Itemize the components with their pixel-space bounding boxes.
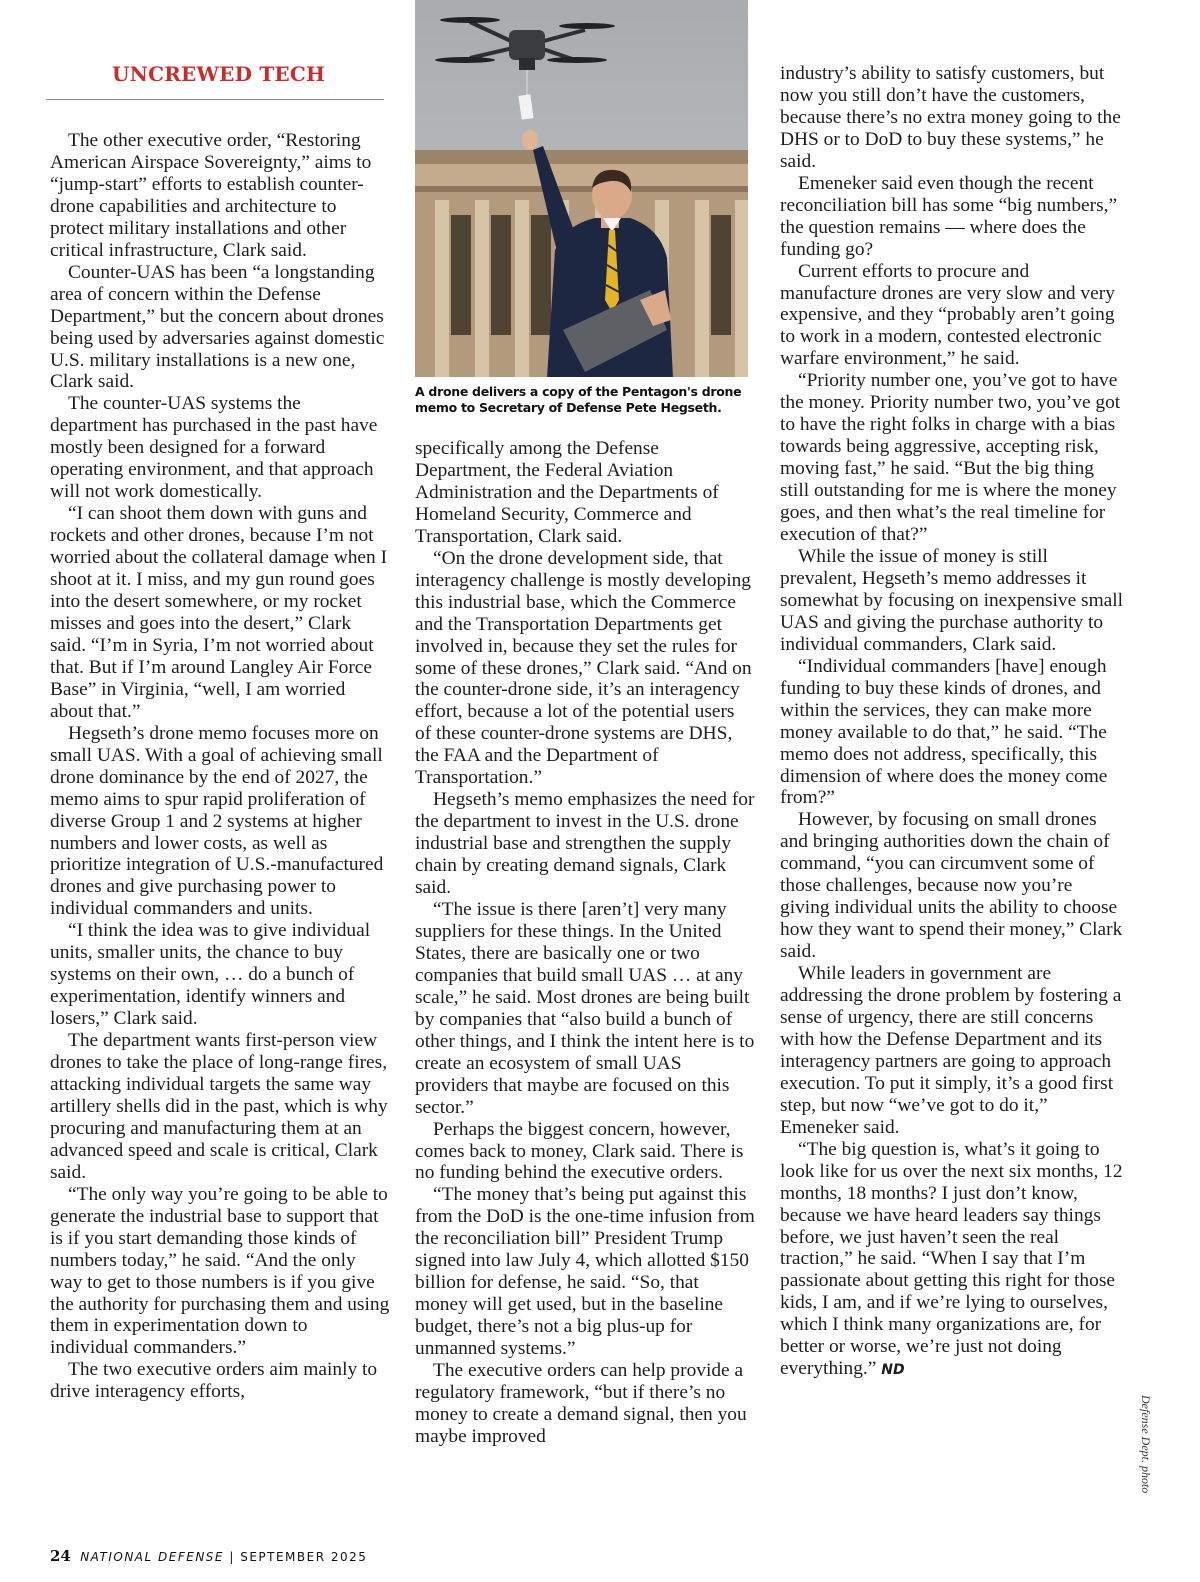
article-column-2 bbox=[415, 438, 755, 1448]
paragraph: Perhaps the biggest concern, however, comes back to money, Clark said. There is no funding behind the executive orders. bbox=[415, 1118, 744, 1184]
end-mark: ND bbox=[881, 1362, 905, 1379]
paragraph: “The money that’s being put against this from the DoD is the one-time infusion from the reconciliation bill” President Trump signed into law July 4, which allotted $150 billion for defense, he said. “So, that money will get used, but in the baseline budget, there’s not a big plus-up for unmanned systems.” bbox=[415, 1184, 755, 1360]
header-rule bbox=[46, 99, 384, 100]
final-paragraph-text: “The big question is, what’s it going to look like for us over the next six months, 12 months, 18 months? I just don’t know, because we have heard leaders say things before, we just haven’t seen the real traction,” he said. “When I say that I’m passionate about getting this right for those kids, I am, and if we’re lying to ourselves, which I think many organizations are, for better or worse, we’re just not doing everything.” bbox=[780, 1138, 1123, 1380]
paragraph: “I can shoot them down with guns and rockets and other drones, because I’m not worried about the collateral damage when I shoot at it. I miss, and my gun round goes into the desert somewhere, or my rocket misses and goes into the desert,” Clark said. “I’m in Syria, I’m not worried about that. But if I’m around Langley Air Force Base” in Virginia, “well, I am worried about that.” bbox=[50, 503, 388, 722]
article-column-3 bbox=[780, 63, 1125, 1382]
paragraph: The counter-UAS systems the department has purchased in the past have mostly been designed for a forward operating environment, and that approach will not work domestically. bbox=[50, 393, 378, 503]
paragraph: specifically among the Defense Department, the Federal Aviation Administration and the Departments of Homeland Security, Commerce and Transportation, Clark said. bbox=[415, 438, 719, 547]
paragraph: “The issue is there [aren’t] very many suppliers for these things. In the United States, there are basically one or two companies that build small UAS … at any scale,” he said. Most drones are being built by companies that “also build a bunch of other things, and I think the intent here is to create an ecosystem of small UAS providers that maybe are focused on this sector.” bbox=[415, 899, 755, 1118]
photo-caption: A drone delivers a copy of the Pentagon's drone memo to Secretary of Defense Pete Hegseth. bbox=[415, 384, 742, 415]
paragraph: The other executive order, “Restoring American Airspace Sovereignty,” aims to “jump-start” efforts to establish counter-drone capabilities and architecture to protect military installations and other critical infrastructure, Clark said. bbox=[50, 130, 372, 261]
paragraph: However, by focusing on small drones and bringing authorities down the chain of command, “you can circumvent some of those challenges, because now you’re giving individual units the ability to choose how they want to spend their money,” Clark said. bbox=[780, 809, 1123, 963]
page-number: 24 bbox=[50, 1547, 71, 1565]
paragraph: Counter-UAS has been “a longstanding area of concern within the Defense Department,” but the concern about drones being used by adversaries against domestic U.S. military installations is a new one, Clark said. bbox=[50, 261, 385, 393]
issue-date: SEPTEMBER 2025 bbox=[240, 1550, 368, 1564]
section-label: UNCREWED TECH bbox=[112, 62, 326, 86]
paragraph: “Priority number one, you’ve got to have the money. Priority number two, you’ve got to have the right folks in charge with a bias towards being aggressive, accepting risk, moving fast,” he said. “But the big thing still outstanding for me is where the money goes, and then what’s the real timeline for execution of that?” bbox=[780, 370, 1121, 546]
paragraph: Hegseth’s drone memo focuses more on small UAS. With a goal of achieving small drone dominance by the end of 2027, the memo aims to spur rapid proliferation of diverse Group 1 and 2 systems at higher numbers and lower costs, as well as prioritize integration of U.S.-manufactured drones and give purchasing power to individual commanders and units. bbox=[50, 722, 384, 920]
article-photo bbox=[415, 0, 748, 377]
page-footer bbox=[50, 1547, 367, 1565]
paragraph: industry’s ability to satisfy customers, but now you still don’t have the customers, because there’s no extra money going to the DHS or to DoD to buy these systems,” he said. bbox=[780, 63, 1121, 172]
paragraph bbox=[780, 1139, 1125, 1382]
paragraph: The department wants first-person view drones to take the place of long-range fires, attacking individual targets the same way artillery shells did in the past, which is why procuring and manufacturing them at an advanced speed and scale is critical, Clark said. bbox=[50, 1030, 388, 1183]
drone-delivery-photo bbox=[415, 0, 748, 377]
publication-name: NATIONAL DEFENSE bbox=[80, 1550, 224, 1564]
paragraph: While leaders in government are addressing the drone problem by fostering a sense of urgency, there are still concerns with how the Defense Department and its interagency partners are going to approach execution. To put it simply, it’s a good first step, but now “we’ve got to do it,” Emeneker said. bbox=[780, 963, 1122, 1138]
paragraph: “Individual commanders [have] enough funding to buy these kinds of drones, and within the services, they can make more money available to do that,” he said. “The memo does not address, specifically, this dimension of where does the money come from?” bbox=[780, 655, 1108, 809]
article-column-1 bbox=[50, 130, 390, 1403]
footer-separator: | bbox=[229, 1550, 235, 1564]
paragraph: “The only way you’re going to be able to generate the industrial base to support that is if you start demanding those kinds of numbers today,” he said. “And the only way to get to those numbers is if you give the authority for purchasing them and using them in experimentation down to individual commanders.” bbox=[50, 1183, 390, 1359]
paragraph: While the issue of money is still prevalent, Hegseth’s memo addresses it somewhat by focusing on inexpensive small UAS and giving the purchase authority to individual commanders, Clark said. bbox=[780, 545, 1124, 655]
paragraph: Emeneker said even though the recent reconciliation bill has some “big numbers,” the question remains — where does the funding go? bbox=[780, 172, 1118, 260]
paragraph: The two executive orders aim mainly to drive interagency efforts, bbox=[50, 1359, 378, 1403]
paragraph: Hegseth’s memo emphasizes the need for the department to invest in the U.S. drone industrial base and strengthen the supply chain by creating demand signals, Clark said. bbox=[415, 789, 755, 899]
paragraph: “On the drone development side, that interagency challenge is mostly developing this industrial base, which the Commerce and the Transportation Departments get involved in, because they set the rules for some of these drones,” Clark said. “And on the counter-drone side, it’s an interagency effort, because a lot of the potential users of these counter-drone systems are DHS, the FAA and the Department of Transportation.” bbox=[415, 547, 752, 789]
paragraph: Current efforts to procure and manufacture drones are very slow and very expensive, and they “probably aren’t going to work in a modern, contested electronic warfare environment,” he said. bbox=[780, 260, 1115, 370]
photo-credit: Defense Dept. photo bbox=[1139, 1395, 1153, 1494]
paragraph: The executive orders can help provide a regulatory framework, “but if there’s no money to create a demand signal, then you maybe improved bbox=[415, 1360, 747, 1447]
paragraph: “I think the idea was to give individual units, smaller units, the chance to buy systems on their own, … do a bunch of experimentation, identify winners and losers,” Clark said. bbox=[50, 920, 371, 1030]
